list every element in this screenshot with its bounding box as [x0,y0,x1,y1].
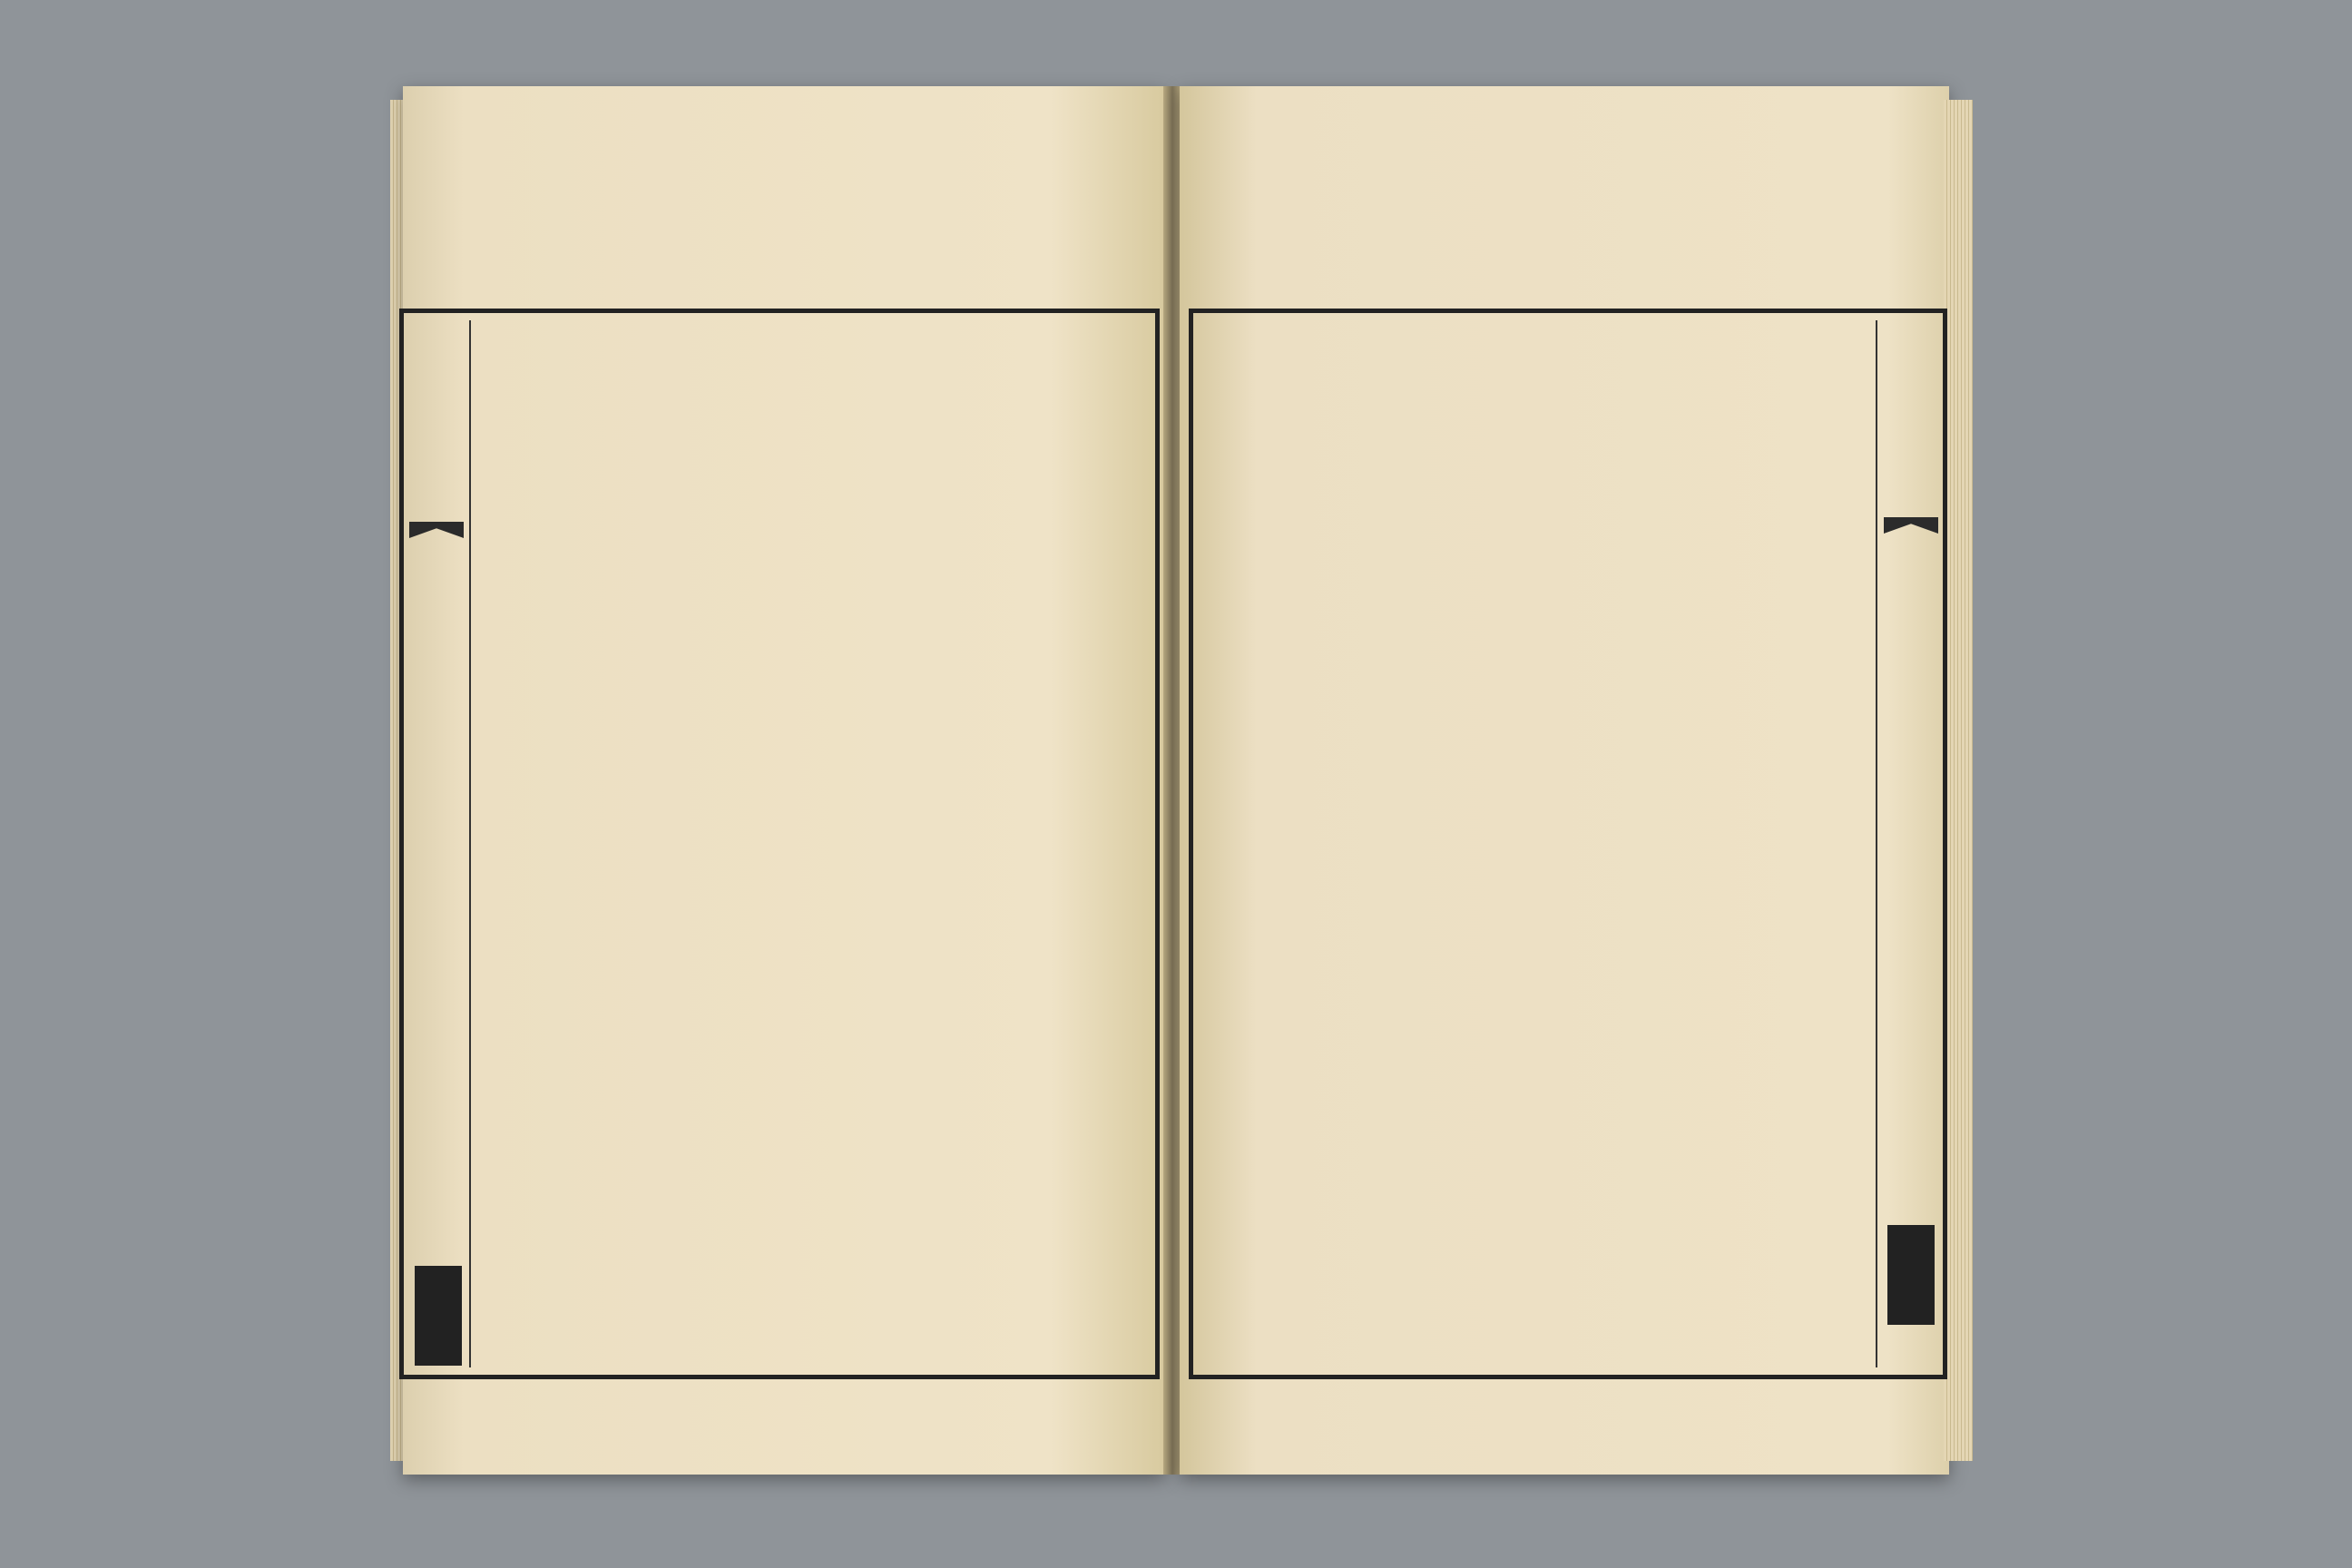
fish-tail-mark [409,522,464,538]
left-frame-rule [469,320,471,1367]
left-margin-block [415,1266,462,1366]
fish-tail-mark [1884,517,1938,534]
right-margin-block [1887,1225,1935,1325]
right-text-frame [1189,309,1947,1379]
left-text-frame [399,309,1160,1379]
right-page-margin [1880,309,1938,1370]
right-frame-rule [1876,320,1877,1367]
left-page-margin [404,313,462,1375]
book-gutter [1163,86,1181,1475]
right-page-edges [1944,100,1973,1461]
